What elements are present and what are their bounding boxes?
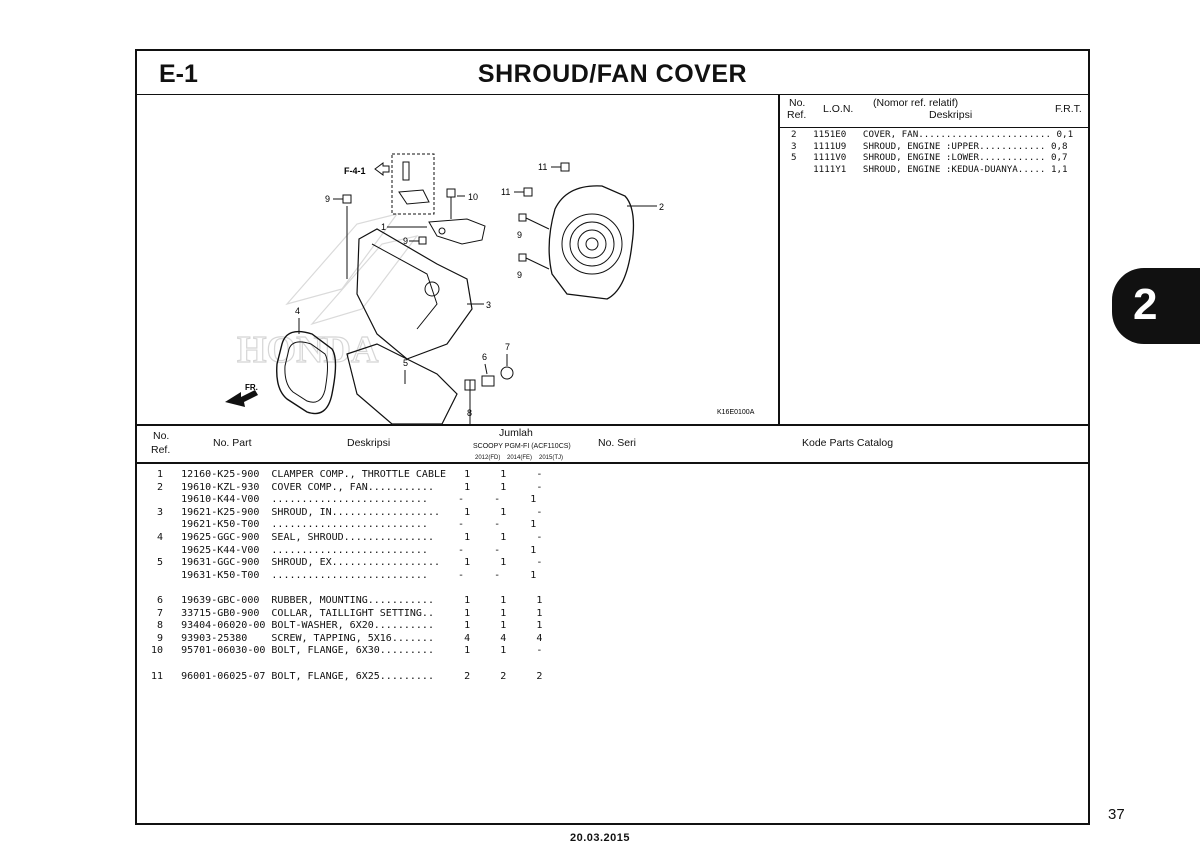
svg-text:9: 9 (517, 270, 523, 280)
honda-watermark: HONDA (237, 329, 379, 371)
diagram-divider (778, 94, 780, 424)
parts-table-rows: 1 12160-K25-900 CLAMPER COMP., THROTTLE CABLE 1 1 - 2 19610-KZL-930 COVER COMP., FAN........... 1 1 - 19610-K44-V00 .......................... - - 1 3 19621-K25-900 SHROUD, IN.................. 1 1 - 19621-K50-T00 .......................... - - 1 4 19625-GGC-900 SEAL, SHROUD............... 1 1 - 19625-K44-V00 .......................... - - 1 5 19631-GGC-900 SHROUD, EX.................. 1 1 - 19631-K50-T00 .......................... - - 1 6 19639-GBC-000 RUBBER, MOUNTING........... 1 1 1 7 33715-GB0-900 COLLAR, TAILLIGHT SETTING.. 1 1 1 8 93404-06020-00 BOLT-WASHER, 6X20.......... 1 1 1 9 93903-25380 SCREW, TAPPING, 5X16....... 4 4 4 10 95701-06030-00 BOLT, FLANGE, 6X30......... 1 1 - 11 96001-06025-07 BOLT, FLANGE, 6X25......... 2 2 2 (151, 469, 543, 682)
parts-col-serial: No. Seri (598, 437, 636, 449)
parts-year-2015: 2015(TJ) (539, 455, 564, 461)
exploded-parts-diagram (137, 94, 778, 424)
svg-text:11: 11 (538, 162, 548, 172)
ref-label: F-4-1 (344, 166, 366, 176)
footer-date: 20.03.2015 (569, 832, 631, 844)
svg-text:9: 9 (403, 236, 409, 246)
ref-detail-box (392, 154, 434, 214)
parts-col-qty: Jumlah (499, 427, 533, 439)
parts-year-2014: 2014(FE) (507, 455, 533, 461)
page-number: 37 (1108, 806, 1125, 823)
ref-col-frt: F.R.T. (1055, 103, 1082, 115)
ref-col-desc: Deskripsi (929, 109, 973, 121)
svg-text:9: 9 (325, 194, 331, 204)
parts-col-catalog: Kode Parts Catalog (802, 437, 894, 449)
catalog-page-frame (135, 49, 1090, 825)
parts-model: SCOOPY PGM-FI (ACF110CS) (473, 443, 571, 450)
svg-text:5: 5 (403, 358, 409, 368)
svg-text:3: 3 (486, 300, 492, 310)
honda-wing-watermark (287, 214, 417, 324)
parts-year-2012: 2012(FD) (475, 455, 501, 461)
svg-text:9: 9 (517, 230, 523, 240)
ref-col-lon: L.O.N. (823, 103, 854, 115)
svg-text:FR.: FR. (245, 383, 258, 392)
svg-text:2: 2 (659, 202, 665, 212)
page-header (137, 51, 1088, 95)
parts-col-desc: Deskripsi (347, 437, 391, 449)
svg-text:6: 6 (482, 352, 488, 362)
page-title: SHROUD/FAN COVER (477, 60, 748, 88)
svg-text:1: 1 (381, 222, 387, 232)
ref-col-ref: Ref. (787, 109, 807, 121)
ref-col-desc-top: (Nomor ref. relatif) (873, 97, 959, 109)
svg-text:11: 11 (501, 187, 511, 197)
parts-col-ref: Ref. (151, 444, 171, 456)
section-tab-number: 2 (1133, 280, 1158, 329)
svg-text:8: 8 (467, 408, 473, 418)
parts-col-no: No. (153, 430, 170, 442)
svg-text:10: 10 (468, 192, 479, 202)
front-direction-icon (225, 390, 258, 407)
parts-header-divider (137, 462, 1088, 464)
parts-col-part: No. Part (213, 437, 252, 449)
section-id: E-1 (159, 60, 198, 88)
ref-header-divider (780, 127, 1090, 128)
ref-col-no: No. (789, 97, 806, 109)
svg-text:7: 7 (505, 342, 511, 352)
diagram-code: K16E0100A (717, 409, 755, 416)
ref-table-rows: 2 1151E0 COVER, FAN........................ 0,1 3 1111U9 SHROUD, ENGINE :UPPER............ 0,8 5 1111V0 SHROUD, ENGINE :LOWER............ 0,7 1111Y1 SHROUD, ENGINE :KEDUA-DUANYA..... 1,1 (791, 129, 1074, 175)
fan-cover-grille (562, 214, 622, 274)
diagram-bottom-divider (137, 424, 1088, 426)
ref-arrow-icon (375, 163, 389, 175)
svg-text:4: 4 (295, 306, 301, 316)
